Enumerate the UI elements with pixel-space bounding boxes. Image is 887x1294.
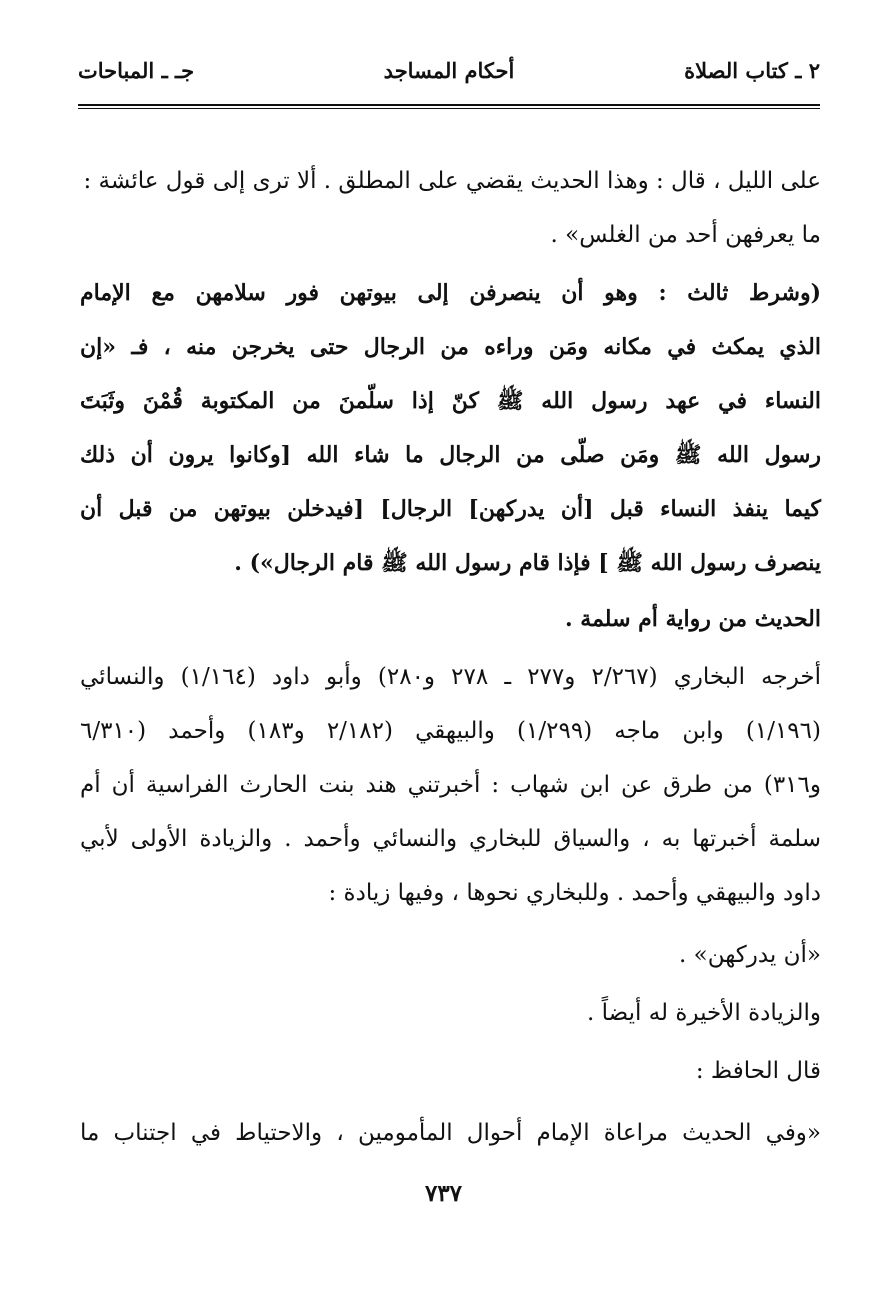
header-rule-thin — [78, 108, 820, 109]
text-line: و٣١٦) من طرق عن ابن شهاب : أخبرتني هند بنت الحارث الفراسية أن أم — [80, 772, 821, 798]
chapter-title: ٢ ـ كتاب الصلاة — [684, 58, 820, 83]
text-line: «وفي الحديث مراعاة الإمام أحوال المأمومين ، والاحتياط في اجتناب ما — [80, 1120, 821, 1146]
text-line: رسول الله ﷺ ومَن صلّى من الرجال ما شاء الله [وكانوا يرون أن ذلك — [80, 442, 821, 468]
text-line: داود والبيهقي وأحمد . وللبخاري نحوها ، وفيها زيادة : — [328, 880, 821, 906]
text-line: ينصرف رسول الله ﷺ ] فإذا قام رسول الله ﷺ قام الرجال») . — [234, 550, 821, 576]
text-line: على الليل ، قال : وهذا الحديث يقضي على المطلق . ألا ترى إلى قول عائشة : — [83, 168, 821, 194]
text-line: (١/١٩٦) وابن ماجه (١/٢٩٩) والبيهقي (٢/١٨٢ و١٨٣) وأحمد (٦/٣١٠ — [80, 718, 821, 744]
text-line: سلمة أخبرتها به ، والسياق للبخاري والنسائي وأحمد . والزيادة الأولى لأبي — [80, 826, 821, 852]
page-number: ٧٣٧ — [424, 1180, 463, 1207]
text-line: «أن يدركهن» . — [679, 942, 821, 968]
header-rule — [78, 104, 820, 106]
section-title: أحكام المساجد — [383, 58, 515, 83]
text-line: النساء في عهد رسول الله ﷺ كنّ إذا سلّمنَ من المكتوبة قُمْنَ وثَبَتَ — [80, 388, 821, 414]
text-line: (وشرط ثالث : وهو أن ينصرفن إلى بيوتهن فور سلامهن مع الإمام — [80, 280, 821, 306]
text-line: والزيادة الأخيرة له أيضاً . — [587, 1000, 821, 1026]
text-line: الحديث من رواية أم سلمة . — [564, 606, 821, 632]
subsection-title: جـ ـ المباحات — [78, 58, 195, 83]
text-line: الذي يمكث في مكانه ومَن وراءه من الرجال حتى يخرجن منه ، فـ «إن — [80, 334, 821, 360]
text-line: قال الحافظ : — [695, 1058, 821, 1084]
text-line: أخرجه البخاري (٢/٢٦٧ و٢٧٧ ـ ٢٧٨ و٢٨٠) وأبو داود (١/١٦٤) والنسائي — [80, 664, 822, 690]
running-header — [78, 58, 820, 98]
text-line: كيما ينفذ النساء قبل [أن يدركهن] الرجال] [فيدخلن بيوتهن من قبل أن — [80, 496, 821, 522]
text-line: ما يعرفهن أحد من الغلس» . — [550, 222, 821, 248]
